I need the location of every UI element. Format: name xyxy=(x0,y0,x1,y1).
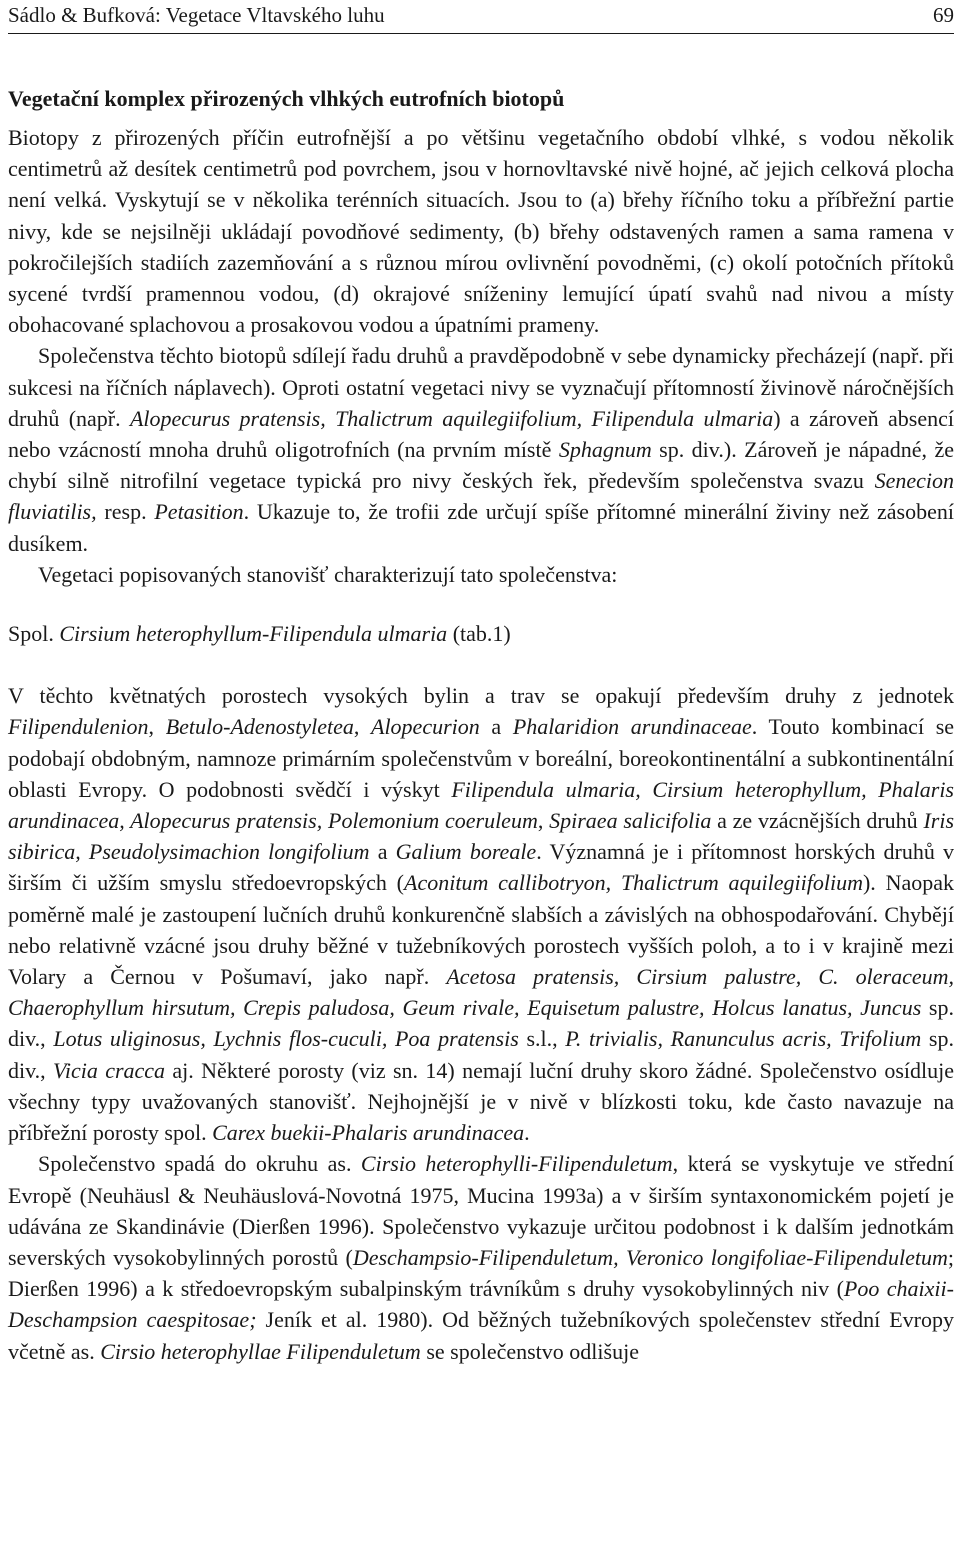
document-page xyxy=(8,0,954,1367)
paragraph-communities: Společenstva těchto biotopů sdílejí řadu druhů a pravděpodobně v sebe dynamicky přecházejí (např. při sukcesi na říčních náplavech). Oproti ostatní vegetaci nivy se vyznačují přítomností živinově náročnějších druhů (např. Alopecurus pratensis, Thalictrum aquilegiifolium, Filipendula ulmaria) a zároveň absencí nebo vzácností mnoha druhů oligotrofních (na prvním místě Sphagnum sp. div.). Zároveň je nápadné, že chybí silně nitrofilní vegetace typická pro nivy českých řek, především společenstva svazu Senecion fluviatilis, resp. Petasition. Ukazuje to, že trofii zde určují spíše přítomné minerální živiny než zásobení dusíkem. xyxy=(8,343,954,556)
paragraph-biotopes: Biotopy z přirozených příčin eutrofnější a po většinu vegetačního období vlhké, s vodou několik centimetrů až desítek centimetrů pod povrchem, jsou v hornovltavské nivě hojné, ač jejich celková plocha není velká. Vyskytují se v několika terénních situacích. Jsou to (a) břehy říčního toku a příbřežní partie nivy, kde se nejsilněji ukládají povodňové sedimenty, (b) břehy odstavených ramen a sama ramena v pokročilejších stadiích zazemňování a s různou mírou ovlivnění povodněmi, (c) okolí potočních přítoků sycené tvrdší pramennou vodou, (d) okrajové sníženiny lemující úpatí svahů nad nivou a místy obohacované splachovou a prosakovou vodou a úpatními prameny. xyxy=(8,125,954,338)
header-rule xyxy=(8,33,954,34)
running-title: Sádlo & Bufková: Vegetace Vltavského luhu xyxy=(8,3,385,27)
section-heading: Vegetační komplex přirozených vlhkých eutrofních biotopů xyxy=(8,86,565,111)
paragraph-syntaxonomy: Společenstvo spadá do okruhu as. Cirsio heterophylli-Filipenduletum, která se vyskytuje ve střední Evropě (Neuhäusl & Neuhäuslová-Novotná 1975, Mucina 1993a) a v širším syntaxonomickém pojetí je udávána ze Skandinávie (Dierßen 1996). Společenstvo vykazuje určitou podobnost i k dalším jednotkám severských vysokobylinných porostů (Deschampsio-Filipenduletum, Veronico longifoliae-Filipenduletum; Dierßen 1996) a k středoevropským subalpinským trávníkům s druhy vysokobylinných niv (Poo chaixii-Deschampsion caespitosae; Jeník et al. 1980). Od běžných tužebníkových společenstev střední Evropy včetně as. Cirsio heterophyllae Filipenduletum se společenstvo odlišuje xyxy=(8,1151,954,1364)
community-heading: Spol. Cirsium heterophyllum-Filipendula ulmaria (tab.1) xyxy=(8,621,511,647)
paragraph-community-description: V těchto květnatých porostech vysokých bylin a trav se opakují především druhy z jednotek Filipendulenion, Betulo-Adenostyletea, Alopecurion a Phalaridion arundinaceae. Touto kombinací se podobají obdobným, namnoze primárním společenstvům v boreální, boreokontinentální a subkontinentální oblasti Evropy. O podobnosti svědčí i výskyt Filipendula ulmaria, Cirsium heterophyllum, Phalaris arundinacea, Alopecurus pratensis, Polemonium coeruleum, Spiraea salicifolia a ze vzácnějších druhů Iris sibirica, Pseudolysimachion longifolium a Galium boreale. Významná je i přítomnost horských druhů v širším či užším smyslu středoevropských (Aconitum callibotryon, Thalictrum aquilegiifolium). Naopak poměrně malé je zastoupení lučních druhů konkurenčně slabších a závislých na obhospodařování. Chybějí nebo relativně vzácné jsou druhy běžné v tužebníkových porostech vyšších poloh, a to i v krajině mezi Volary a Černou v Pošumaví, jako např. Acetosa pratensis, Cirsium palustre, C. oleraceum, Chaerophyllum hirsutum, Crepis paludosa, Geum rivale, Equisetum palustre, Holcus lanatus, Juncus sp. div., Lotus uliginosus, Lychnis flos-cuculi, Poa pratensis s.l., P. trivialis, Ranunculus acris, Trifolium sp. div., Vicia cracca aj. Některé porosty (viz sn. 14) nemají luční druhy skoro žádné. Společenstvo osídluje všechny typy uvažovaných stanovišť. Nejhojnější je v nivě v blízkosti toku, kde často navazuje na příbřežní porosty spol. Carex buekii-Phalaris arundinacea. xyxy=(8,683,955,1146)
paragraph-intro-list: Vegetaci popisovaných stanovišť charakterizují tato společenstva: xyxy=(38,561,618,587)
page-number: 69 xyxy=(933,3,954,27)
running-header xyxy=(8,0,954,30)
